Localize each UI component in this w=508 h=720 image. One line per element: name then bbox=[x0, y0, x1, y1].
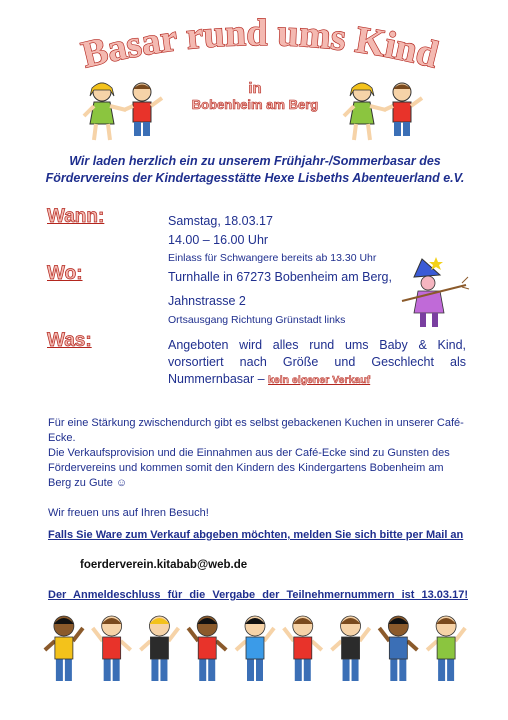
invitation-text bbox=[30, 153, 480, 187]
kids-holding-hands-right-illustration bbox=[340, 78, 430, 148]
subtitle-in: in bbox=[248, 80, 262, 97]
kids-row-illustration bbox=[40, 612, 470, 692]
cafe-paragraph: Für eine Stärkung zwischendurch gibt es selbst gebackenen Kuchen in unserer Café-Ecke. bbox=[48, 417, 464, 444]
contact-email-link[interactable]: foerderverein.kitabab@web.de bbox=[80, 559, 248, 571]
venue-address: Turnhalle in 67273 Bobenheim am Berg, bbox=[168, 270, 392, 284]
subtitle-place: Bobenheim am Berg bbox=[191, 97, 319, 112]
kid-figure bbox=[140, 616, 178, 681]
kid-figure bbox=[379, 616, 417, 681]
welcome-paragraph: Wir freuen uns auf Ihren Besuch! bbox=[48, 507, 209, 519]
no-self-selling-note: kein eigener Verkauf bbox=[268, 374, 371, 386]
kid-figure bbox=[93, 616, 131, 681]
kid-figure bbox=[188, 616, 226, 681]
heading-when: Wann: bbox=[47, 206, 105, 227]
venue-street: Jahnstrasse 2 bbox=[168, 294, 246, 308]
offer-text: Angeboten wird alles rund ums Baby & Kind, vorsortiert nach Größe und Geschlecht als Nummernbasar – bbox=[168, 338, 466, 386]
witch-drawing-illustration bbox=[400, 255, 470, 330]
heading-where: Wo: bbox=[47, 263, 83, 284]
kid-figure bbox=[236, 616, 274, 681]
heading-what: Was: bbox=[47, 330, 92, 351]
kid-figure bbox=[427, 616, 465, 681]
kid-figure bbox=[45, 616, 83, 681]
kid-figure bbox=[332, 616, 370, 681]
title-text: Basar rund ums Kind bbox=[77, 11, 443, 77]
invitation-line-1: Wir laden herzlich ein zu unserem Frühjahr-/Sommerbasar des bbox=[69, 154, 441, 168]
early-entry-note: Einlass für Schwangere bereits ab 13.30 Uhr bbox=[168, 252, 377, 264]
event-time: 14.00 – 16.00 Uhr bbox=[168, 233, 269, 247]
registration-call: Falls Sie Ware zum Verkauf abgeben möchten, melden Sie sich bitte per Mail an bbox=[48, 529, 464, 541]
invitation-line-2: Fördervereins der Kindertagesstätte Hexe Lisbeths Abenteuerland e.V. bbox=[45, 171, 465, 185]
event-date: Samstag, 18.03.17 bbox=[168, 214, 273, 228]
venue-directions: Ortsausgang Richtung Grünstadt links bbox=[168, 314, 346, 326]
kid-figure bbox=[284, 616, 322, 681]
page-title bbox=[60, 11, 460, 80]
proceeds-paragraph: Die Verkaufsprovision und die Einnahmen aus der Café-Ecke sind zu Gunsten des Fördervereins und kommen somit den Kindern des Kindergartens Bobenheim am Berg zu Gute ☺ bbox=[48, 447, 450, 489]
registration-deadline: Der Anmeldeschluss für die Vergabe der Teilnehmernummern ist 13.03.17! bbox=[48, 589, 468, 601]
kids-holding-hands-left-illustration bbox=[80, 78, 170, 148]
offer-description bbox=[168, 337, 466, 389]
